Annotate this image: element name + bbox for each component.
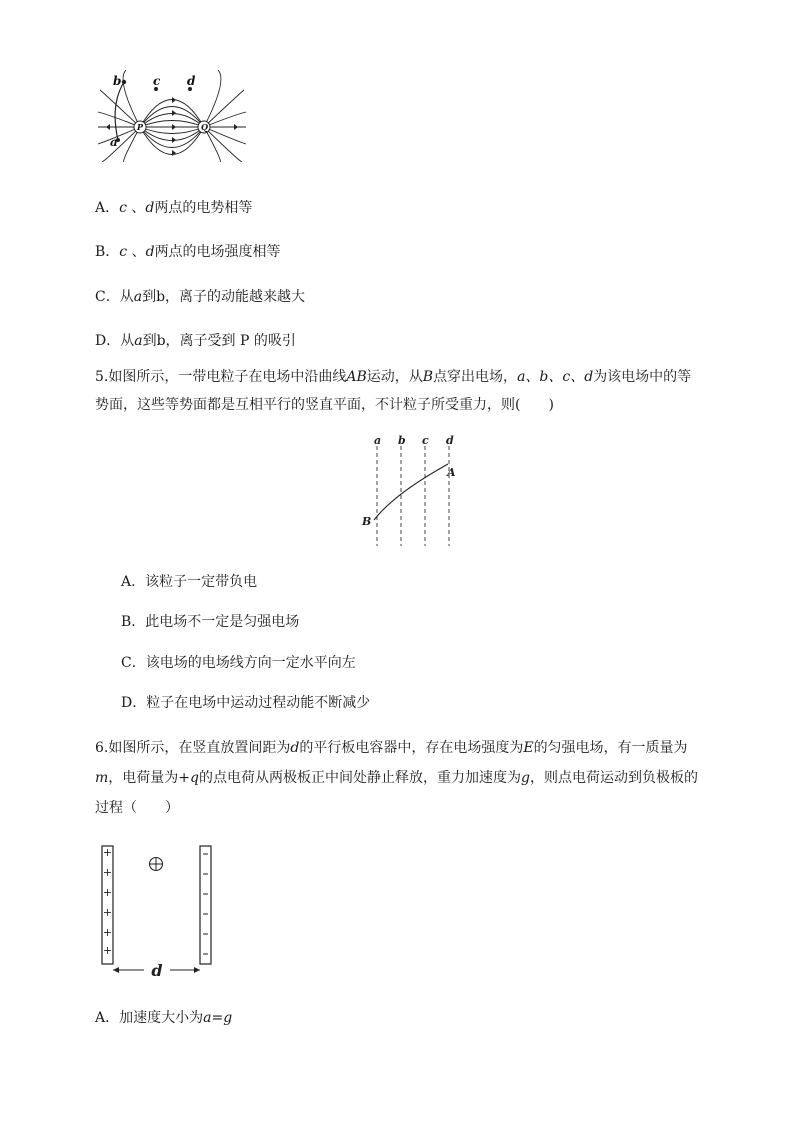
svg-text:+: + <box>102 944 113 957</box>
svg-text:+: + <box>102 926 113 939</box>
fig1-label-d: d <box>187 74 196 88</box>
q5-option-b: B．此电场不一定是匀强电场 <box>121 614 300 630</box>
q5-fig-label-b: b <box>398 434 406 447</box>
svg-text:+: + <box>102 866 113 879</box>
q5-fig-label-a: a <box>374 434 382 447</box>
q4-option-a: A．c 、d两点的电势相等 <box>95 200 253 216</box>
fig1-label-p: P <box>137 122 144 132</box>
q6-option-a: A．加速度大小为a=g <box>95 1010 233 1026</box>
fig1-label-c: c <box>153 74 161 88</box>
fig1-label-a: a <box>110 135 118 149</box>
q5-fig-label-d: d <box>446 434 454 447</box>
equipotential-figure <box>358 432 468 550</box>
fig1-label-b: b <box>113 74 122 88</box>
q5-fig-label-A: A <box>447 466 456 479</box>
q5-option-a: A．该粒子一定带负电 <box>121 574 258 590</box>
q5-option-d: D．粒子在电场中运动过程动能不断减少 <box>121 695 371 711</box>
q6-fig-label-d: d <box>151 961 163 980</box>
q6-stem: 6.如图所示，在竖直放置间距为d的平行板电容器中，存在电场强度为E的匀强电场，有一质量为 m，电荷量为+q的点电荷从两极板正中间处静止释放，重力加速度为g，则点电荷运动到负极板的 过程（ ） <box>95 740 698 816</box>
q5-option-c: C．该电场的电场线方向一定水平向左 <box>121 655 356 671</box>
svg-text:+: + <box>102 886 113 899</box>
q4-option-c: C．从a到b，离子的动能越来越大 <box>95 289 306 305</box>
svg-text:+: + <box>102 846 113 859</box>
q4-option-b: B．c 、d两点的电场强度相等 <box>95 244 281 260</box>
q5-fig-label-B: B <box>362 515 372 528</box>
q4-option-d: D．从a到b，离子受到 P 的吸引 <box>95 333 296 349</box>
fig1-label-q: Q <box>201 122 208 132</box>
capacitor-figure <box>96 840 226 982</box>
q5-stem: 5.如图所示，一带电粒子在电场中沿曲线AB运动，从B点穿出电场，a、b、c、d为该电场中的等 势面，这些等势面都是互相平行的竖直平面，不计粒子所受重力，则( ) <box>95 369 692 413</box>
q5-fig-label-c: c <box>422 434 429 447</box>
field-lines-figure <box>96 70 248 162</box>
svg-text:+: + <box>102 906 113 919</box>
